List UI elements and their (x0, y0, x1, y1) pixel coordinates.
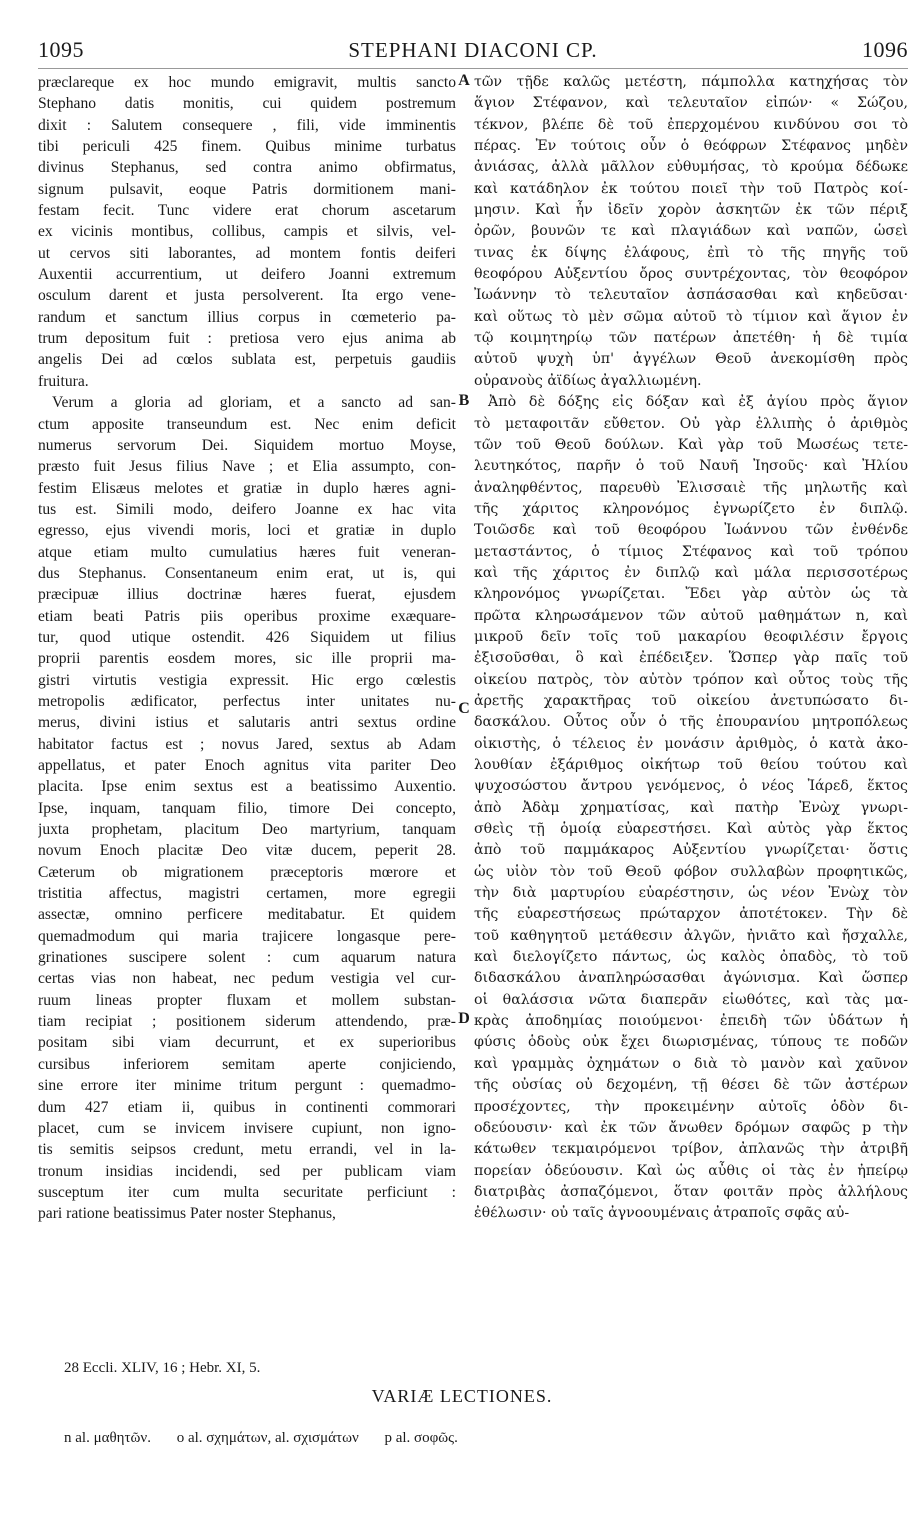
text-line: θεοφόρου Αὐξεντίου ὄρος συντρέχοντας, τὸν θεοφόρον (474, 266, 908, 283)
text-line: τῷ κοιμητηρίῳ τῶν πατέρων ἀπετέθη· ἡ δὲ τιμία (474, 330, 908, 347)
text-line: ἐθέλωσιν· οὐ ταῖς ἀγνοουμέναις ἀτραποῖς σφᾶς αὐ- (474, 1205, 850, 1222)
text-line: festim Elisæus melotes et gratiæ in duplo hæres agni- (38, 479, 456, 497)
margin-letter-a: A (458, 72, 470, 89)
text-line: Stephano datis monitis, cui quidem postremum (38, 95, 456, 113)
text-line: randum et sanctum illius corpus in cœmeterio pa- (38, 308, 456, 326)
text-line: πορείαν ὁδεύουσιν. Καὶ ὡς αὖθις οἱ τὰς ἐν ἠπείρῳ (474, 1162, 908, 1179)
text-line: τῆς οὐσίας οὐ δεχομένη, τῇ θέσει δὲ τῶν ἀστέρων (474, 1077, 908, 1094)
variant-o: o al. σχημάτων, al. σχισμάτων (176, 1430, 359, 1446)
text-line: placet, cum se invicem invisere cupiunt, non igno- (38, 1119, 456, 1137)
text-line: Ἰωάννην τὸ τελευταῖον ἀσπάσασθαι καὶ κηδεῦσαι· (474, 287, 908, 304)
text-line: ἀναληφθέντος, παρευθὺ Ἐλισσαιὲ τῆς μηλωτῆς καὶ (474, 479, 908, 496)
text-line: ἀπὸ Ἀδὰμ χρηματίσας, καὶ πατὴρ Ἐνὼχ γνωρι- (474, 799, 908, 816)
variant-p: p al. σοφῶς. (384, 1430, 458, 1446)
text-line: grinationes suscipere solent : cum aquarum natura (38, 949, 456, 967)
text-line: ctum apposite transeundum est. Nec enim deficit (38, 415, 456, 433)
text-line: Cæterum ob migrationem præceptoris mœrore et (38, 863, 456, 881)
text-line: gistri virtutis vestigia expressit. Hic ergo cœlestis (38, 671, 456, 689)
text-line: αὐτοῦ ψυχὴ ὑπ' ἀγγέλων Θεοῦ ἀνεκομίσθη πρὸς (474, 351, 908, 368)
variant-readings (64, 1430, 884, 1447)
text-line: καὶ κατάδηλον ἐκ τούτου ποιεῖ τὴν τοῦ Πατρὸς κοί- (474, 180, 908, 197)
text-line: præclareque ex hoc mundo emigravit, multis sancto (38, 74, 456, 91)
text-line: καὶ γραμμὰς ὀχημάτων o διὰ τὸ μανὸν καὶ χαῦνον (474, 1055, 908, 1072)
text-line: ἅγιον Στέφανον, καὶ τελευταῖον εἰπών· « Σώζου, (474, 95, 908, 112)
text-line: tibi periculi 425 finem. Quibus minime turbatus (38, 138, 456, 156)
margin-letter-b: B (458, 392, 470, 409)
text-line: juxta prophetam, placitum Deo martyrium, tanquam (38, 821, 456, 839)
latin-column (38, 72, 456, 1347)
margin-letter-d: D (458, 1010, 470, 1027)
text-line: φύσις ὁδοὺς οὐκ ἔχει διωρισμένας, τύπους τε ποδῶν (474, 1034, 908, 1051)
text-line: placita. Ipse enim sextus est a beatissimo Auxentio. (38, 778, 456, 796)
text-line: pari ratione beatissimus Pater noster Stephanus, (38, 1205, 336, 1223)
text-line: ψυχοσώστου ἄντρου γενόμενος, ὁ νέος Ἰάρεδ, ἕκτος (474, 778, 908, 795)
text-line: οὐρανοὺς ἀϊδίως ἀγαλλιωμένη. (474, 372, 702, 389)
text-line: numerus servorum Dei. Siquidem mortuo Moyse, (38, 436, 456, 454)
text-line: osculum darent et justa persolverent. Ita ergo vene- (38, 287, 456, 305)
text-line: κληρονόμος γνωρίζεται. Ἔδει γὰρ αὐτὸν ὡς τὰ (474, 586, 908, 603)
text-line: τὴν διὰ μαρτυρίου εὐαρέστησιν, ὡς νέον Ἐνὼχ τὸν (474, 885, 908, 902)
text-line: festam fecit. Tunc videre erat chorum ascetarum (38, 202, 456, 220)
variae-lectiones-heading: VARIÆ LECTIONES. (371, 1386, 553, 1406)
text-line: κρὰς ἀποδημίας ποιούμενοι· ἐπειδὴ τῶν ὑδάτων ἡ (474, 1013, 908, 1030)
right-page-number: 1096 (862, 37, 908, 62)
text-line: ἐξισοῦσθαι, ὃ καὶ ἐπέδειξεν. Ὥσπερ γὰρ παῖς τοῦ (474, 650, 908, 667)
text-line: ὡς υἱὸν τὸν τοῦ Θεοῦ φόβον συλλαβὼν προφητικῶς, (474, 863, 908, 880)
text-line: atque etiam multo cumulatius hæres fuit veneran- (38, 543, 456, 561)
text-line: τῆς χάριτος κληρονόμος ἐγνωρίζετο ἐν διπλῷ. (474, 500, 908, 517)
text-line: tiam recipiat ; positionem siderum attendendo, præ- (38, 1013, 456, 1031)
text-line: fruitura. (38, 372, 89, 390)
text-line: τῶν τοῦ Θεοῦ δούλων. Καὶ γὰρ τοῦ Μωσέως τετε- (474, 436, 908, 453)
text-line: μησιν. Καὶ ἦν ἰδεῖν χορὸν ἀσκητῶν ἐκ τῶν πέριξ (474, 202, 908, 219)
text-line: καὶ διελογίζετο πάντως, ὡς καλὸς ὀπαδὸς, τὸ τοῦ (474, 949, 908, 966)
text-line: præcipuæ illius doctrinæ hæres fuerat, ejusdem (38, 586, 456, 604)
variant-n: n al. μαθητῶν. (64, 1430, 151, 1446)
greek-column (474, 72, 908, 1347)
text-line: διατριβὰς ἀσπαζόμενοι, ὅταν φοιτᾶν πρὸς ἀλλήλους (474, 1183, 908, 1200)
text-line: etiam beati Patris piis operibus proxime exæquare- (38, 607, 456, 625)
text-line: tristitia affectus, magistri certamen, more egregii (38, 885, 456, 903)
text-line: Τοιῶσδε καὶ τοῦ θεοφόρου Ἰωάννου τῶν ἐνθένδε (474, 522, 908, 539)
text-line: τῶν τῇδε καλῶς μετέστη, πάμπολλα κατηχήσας τὸν (474, 74, 908, 90)
text-line: λουθίαν ἐξάριθμος οἰκήτωρ τοῦ θείου τούτου καὶ (474, 757, 908, 773)
text-line: καὶ οὕτως τὸ μὲν σῶμα αὐτοῦ τὸ τίμιον καὶ ἅγιον ἐν (474, 308, 908, 325)
text-line: dus Stephanus. Consentaneum enim erat, ut is, qui (38, 564, 456, 582)
text-line: τῆς εὐαρεστήσεως πρώταρχον ἀποτέτοκεν. Τὴν δὲ (474, 906, 908, 923)
header-rule (38, 68, 908, 69)
text-line: διδασκάλου ἀναπληρώσασθαι ἀγώνισμα. Καὶ ὥσπερ (474, 970, 908, 987)
text-line: κάτωθεν τεκμαιρόμενοι τρίβον, ἀπλανῶς τὴν ἀτριβῆ (474, 1141, 908, 1158)
text-line: Ἀπὸ δὲ δόξης εἰς δόξαν καὶ ἐξ ἁγίου πρὸς ἅγιον (488, 394, 908, 411)
text-line: tur, quod utique ostendit. 426 Siquidem ut filius (38, 628, 456, 646)
text-line: cursibus inferiorem semitam aperte conjiciendo, (38, 1055, 456, 1073)
running-title: STEPHANI DIACONI CP. (348, 37, 598, 62)
text-line: signum pulsavit, eoque Patris dormitionem mani- (38, 180, 456, 198)
text-line: metropolis ædificator, perfectus inter unitates nu- (38, 692, 456, 710)
text-line: ἀρετῆς χαρακτῆρας τοῦ οἰκείου ἀνετυπώσατο δι- (474, 692, 908, 709)
text-line: sine errore iter minime tritum pergunt : quemadmo- (38, 1077, 456, 1095)
running-header (38, 30, 908, 70)
text-line: ut cervos siti laborantes, ad montem fontis deiferi (38, 244, 456, 262)
text-line: præsto fuit Jesus filius Nave ; et Elia assumpto, con- (38, 458, 456, 476)
footnote: 28 Eccli. XLIV, 16 ; Hebr. XI, 5. (64, 1360, 261, 1376)
text-line: assectæ, omnino perficere meditabatur. Et quidem (38, 906, 456, 924)
text-line: τοῦ καθηγητοῦ μετάθεσιν ἀλγῶν, ἠνιᾶτο καὶ ἤσχαλλε, (474, 927, 908, 944)
text-line: πρῶτα κληρωσάμενον τῶν αὐτοῦ μαθημάτων n, καὶ (474, 607, 908, 624)
text-line: certas vias non habeat, nec pedum vestigia vel cur- (38, 970, 456, 988)
text-line: προσέχοντες, τὴν προκειμένην αὐτοῖς ὁδὸν δι- (474, 1098, 908, 1115)
text-line: novum Enoch placitæ Deo vitæ ducem, peperit 28. (38, 842, 456, 860)
text-line: ruum lineas propter fluxam et mollem substan- (38, 991, 456, 1009)
text-line: ἀνιάσας, ἀλλὰ μᾶλλον εὐθυμήσας, τὸ κρούμα δέδωκε (474, 159, 908, 176)
text-line: οδεύουσιν· καὶ ἐκ τῶν ἄνωθεν δρόμων σαφῶς p τὴν (474, 1119, 908, 1136)
text-line: dum 427 etiam ii, quibus in continenti commorari (38, 1098, 456, 1116)
text-line: positam sibi viam decurrunt, et ex superioribus (38, 1034, 456, 1052)
text-line: appellatus, et pater Enoch agnitus vita pariter Deo (38, 757, 456, 774)
text-line: tus est. Simili modo, deifero Joanne ex hac vita (38, 500, 456, 518)
text-line: divinus Stephanus, sed contra animo obfirmatus, (38, 159, 456, 177)
text-line: Ipse, inquam, tanquam filio, timore Dei concepto, (38, 799, 456, 817)
text-line: δασκάλου. Οὗτος οὖν ὁ τῆς ἐπουρανίου μητροπόλεως (474, 714, 908, 731)
text-line: σθεὶς τῇ ὁμοίᾳ εὐαρεστήσει. Καὶ αὐτὸς γὰρ ἕκτος (474, 821, 908, 838)
left-page-number: 1095 (38, 37, 84, 62)
text-line: λευτηκότος, παρῆν ὁ τοῦ Ναυῆ Ἰησοῦς· καὶ Ἠλίου (474, 458, 908, 475)
text-line: Auxentii accurrentium, ut deifero Joanni extremum (38, 266, 456, 284)
text-line: πέρας. Ἐν τούτοις οὖν ὁ θεόφρων Στέφανος μηδὲν (474, 138, 908, 155)
text-line: egresso, ejus vivendi moris, loci et gratiæ in duplo (38, 522, 456, 540)
margin-letter-c: C (458, 700, 470, 717)
text-line: τέκνον, βλέπε δὲ τοῦ ἐπερχομένου κινδύνου σοι τὸ (474, 116, 908, 133)
text-line: tronum insidias incidendi, sed per publicam viam (38, 1162, 456, 1180)
text-line: angelis Dei ad cœlos sublata est, perpetuis gaudiis (38, 351, 456, 369)
text-line: dixit : Salutem consequere , fili, vide imminentis (38, 116, 456, 134)
text-line: μικροῦ δεῖν τοῖς τοῦ μακαρίου θεοφιλέσιν ἔργοις (474, 628, 908, 645)
text-line: tis semitis seipsos credunt, metu errandi, vel in la- (38, 1141, 456, 1159)
text-line: ὀρῶν, βουνῶν τε καὶ πλαγιάδων καὶ ναπῶν, ὡσεὶ (474, 223, 908, 240)
text-line: trum depositum fuit : pretiosa vero ejus anima ab (38, 330, 456, 348)
text-line: οἱ θαλάσσια νῶτα διαπερᾶν εἰωθότες, καὶ τὰς μα- (474, 991, 908, 1008)
text-line: habitator factus est ; novus Jared, sextus ab Adam (38, 735, 456, 753)
text-line: merus, divini istius et salutaris antri sextus ordine (38, 714, 456, 732)
text-line: ex vicinis montibus, collibus, campis et silvis, vel- (38, 223, 456, 241)
text-line: καὶ τῆς χάριτος ἐν διπλῷ καὶ μάλα περισσοτέρως (474, 564, 908, 581)
text-line: susceptum iter cum multa securitate perficiunt : (38, 1183, 456, 1201)
text-line: τὸ μεταφοιτᾶν εὔθετον. Οὐ γὰρ ἐλλιπὴς ὁ ἀριθμὸς (474, 415, 908, 432)
text-line: proprii parentis eosdem mores, sic ille proprii ma- (38, 650, 456, 668)
text-line: quemadmodum qui maria trajicere longasque pere- (38, 927, 456, 945)
text-line: ἀπὸ τοῦ παμμάκαρος Αὐξεντίου γνωρίζεται· ὅστις (474, 842, 908, 859)
text-line: μεταστάντος, ὁ τίμιος Στέφανος καὶ τοῦ τρόπου (474, 543, 908, 560)
text-line: οἰκείου πατρὸς, τὸν αὐτὸν τρόπον καὶ οὗτος τοὺς τῆς (474, 671, 908, 688)
text-line: τινας ἐκ δίψης ἐλάφους, ἐπὶ τὸ τῆς πηγῆς τοῦ (474, 244, 908, 261)
text-line: οἰκιστὴς, ὁ τέλειος ἐν μονάσιν ἀριθμὸς, ὁ κατὰ ἀκο- (474, 735, 908, 752)
text-line: Verum a gloria ad gloriam, et a sancto ad san- (52, 394, 456, 412)
